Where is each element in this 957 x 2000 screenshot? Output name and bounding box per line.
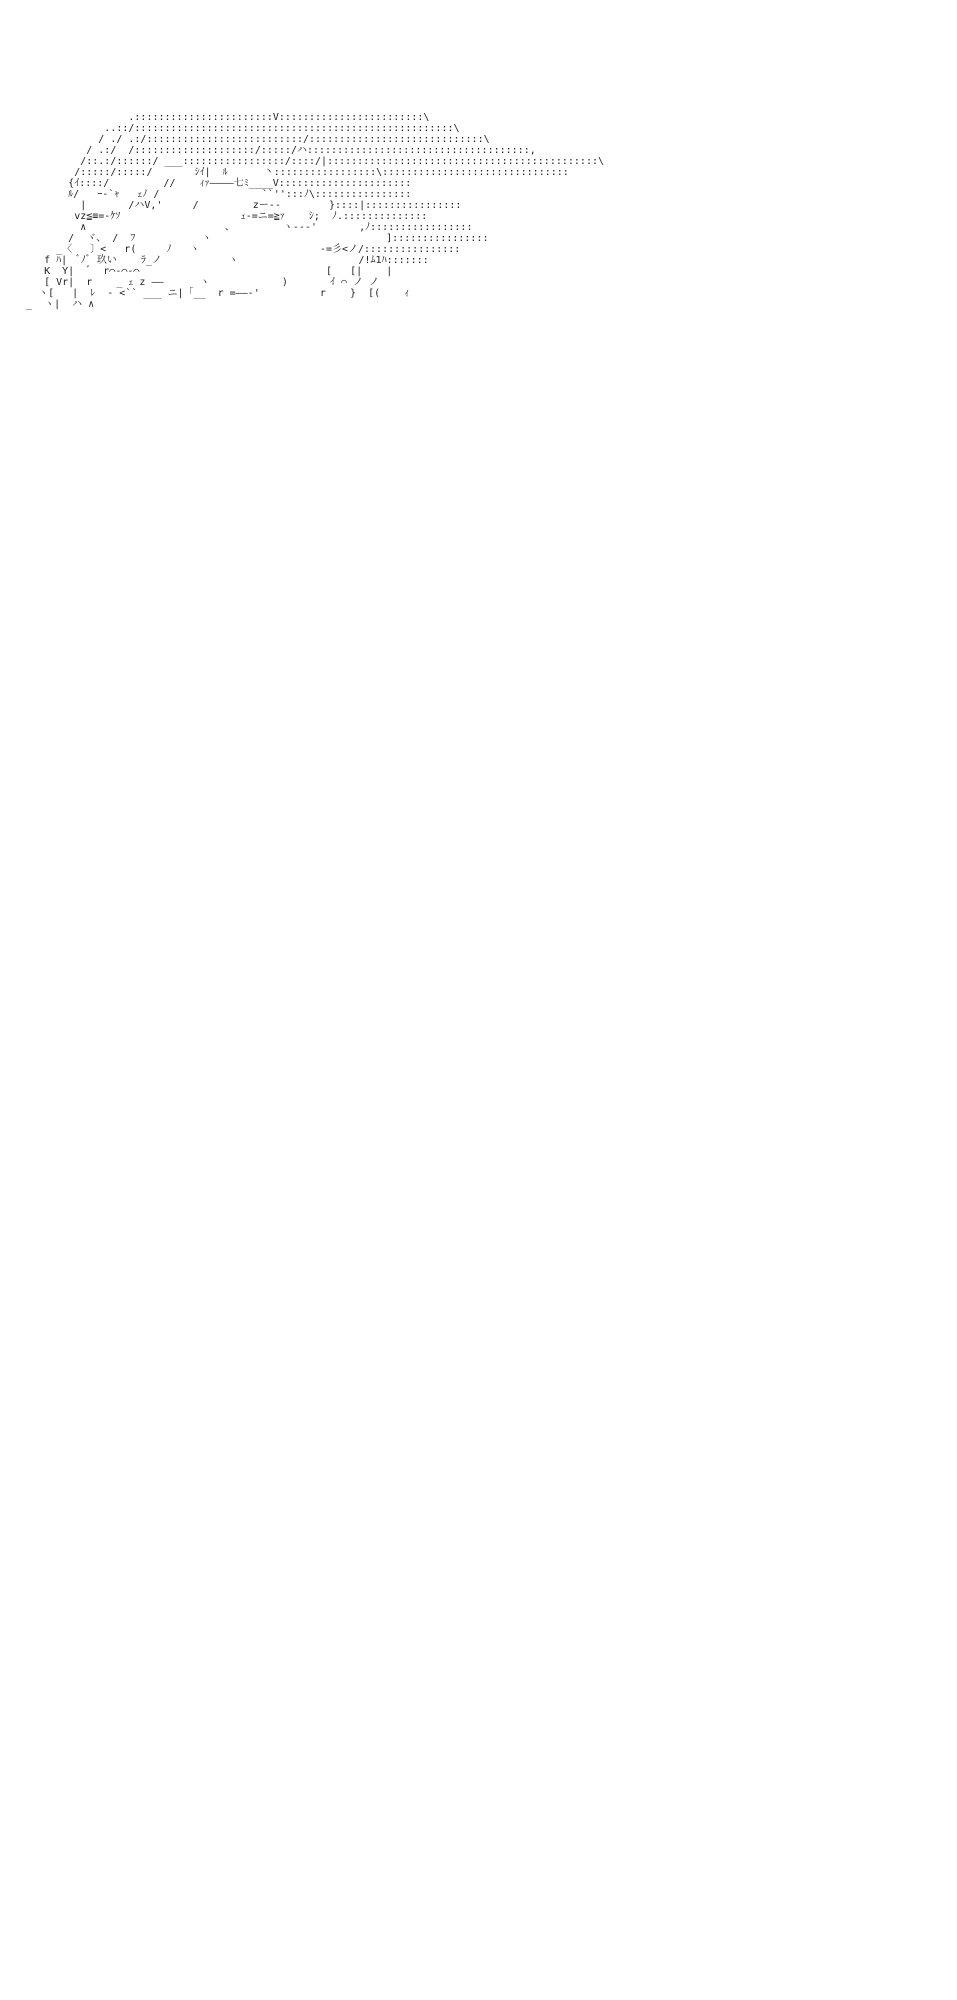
ascii-art-laughing-face: .:::::::::::::::::::::::V::::::::::::::::::::::::\ ..::/:::::::::::::::::::::::::::::::::::::::::::::::::::::\ / ./ .:/::::::::::::::::::::::::::/:::::::::::::::::::::::::::::\ / .:/ /::::::::::::::::::::/:::::/ハ:::::::::::::::::::::::::::::::::::::, /::.:/::::::/ ___:::::::::::::::::/::::/|:::::::::::::::::::::::::::::::::::::::::::::\ /:::::/:::::/ ｼｲ| ﾙ 丶:::::::::::::::::\::::::::::::::::::::::::::::::: {ｲ::::/ // ｨｧ――――七ﾐ____V:::::::::::::::::::::: ﾙ/ ｰ‐`ｬ ｪﾉ / ``'':::ﾉ\:::::::::::::::: | /ハV,' / zー‐- }::::|:::::::::::::::: vz≦≡=-ｹｿ ｪ-=ニ=≧ｧ ｼ; ﾉ.:::::::::::::: ∧ 、 ヽ‐--' ,ﾉ::::::::::::::::: / ヾ、 / ﾌ ヽ ]:::::::::::::::: _〈 〕< r( ﾉ ヽ -=彡<ノ/:::::::::::::::: f ﾊ| ﾞﾉﾞ 玖い ﾗ_ノ ヽ /!ﾑ1ﾊ::::::: K Y| ﾞ r⌒‐⌒‐⌒ [ [| | [ Vr| r _ ｪ z ―― ヽ ) ｲ ⌒ ノ ノ ヽ[ | ﾚ ‐ <`` ___ ニ|「__ r =――‐' r } [( ｨ _ ヽ| ハ ∧ — [26, 112, 605, 310]
